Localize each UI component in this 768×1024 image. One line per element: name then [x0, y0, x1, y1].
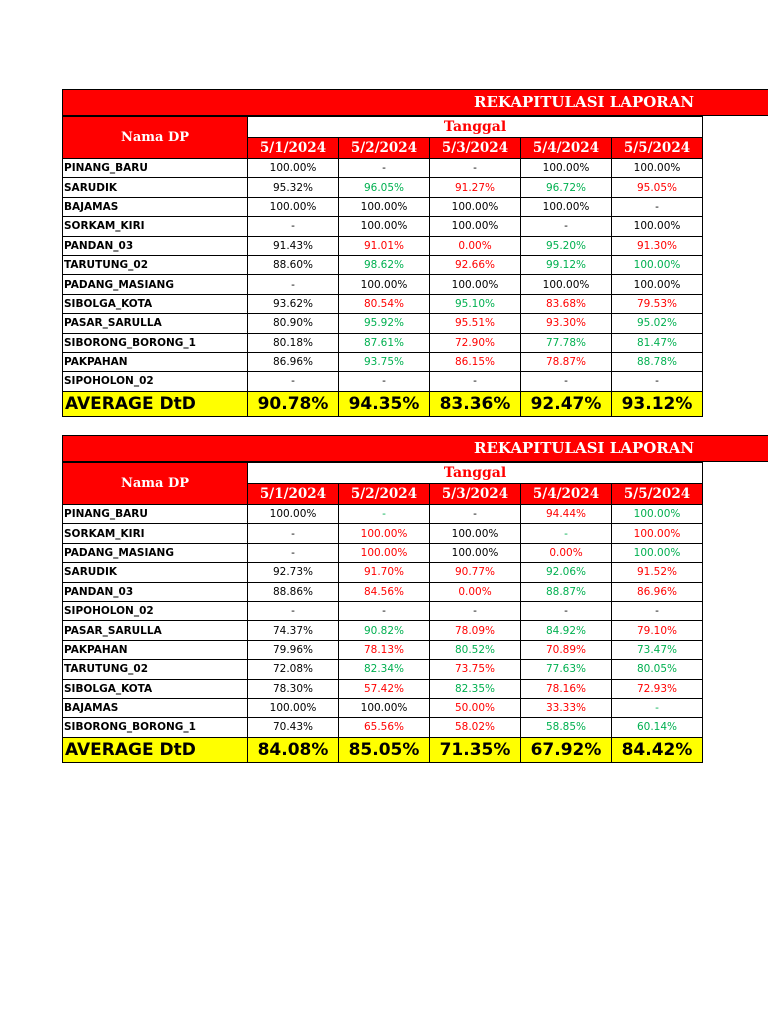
dp-name-cell: PAKPAHAN [63, 640, 248, 659]
percentage-cell: 95.02% [612, 314, 703, 333]
table-row [63, 372, 703, 391]
percentage-cell: 100.00% [612, 255, 703, 274]
dp-name-cell: PANDAN_03 [63, 236, 248, 255]
date-group-header: Tanggal [248, 117, 703, 138]
percentage-cell: - [521, 601, 612, 620]
average-value-cell: 83.36% [430, 391, 521, 416]
percentage-cell: - [612, 698, 703, 717]
percentage-cell: 100.00% [612, 217, 703, 236]
percentage-cell: 72.93% [612, 679, 703, 698]
percentage-cell: 90.77% [430, 563, 521, 582]
percentage-cell: 78.30% [248, 679, 339, 698]
percentage-cell: 50.00% [430, 698, 521, 717]
percentage-cell: 84.92% [521, 621, 612, 640]
percentage-cell: - [521, 372, 612, 391]
dp-name-cell: PADANG_MASIANG [63, 275, 248, 294]
dp-name-cell: TARUTUNG_02 [63, 255, 248, 274]
table-row [63, 621, 703, 640]
percentage-cell: 100.00% [430, 275, 521, 294]
percentage-cell: - [248, 372, 339, 391]
percentage-cell: 83.68% [521, 294, 612, 313]
dp-name-cell: SIBORONG_BORONG_1 [63, 718, 248, 737]
percentage-cell: 100.00% [612, 543, 703, 562]
dp-name-cell: SIPOHOLON_02 [63, 601, 248, 620]
table-row [63, 524, 703, 543]
date-column-header: 5/1/2024 [248, 138, 339, 159]
date-column-header: 5/5/2024 [612, 484, 703, 505]
percentage-cell: 73.75% [430, 660, 521, 679]
percentage-cell: 70.43% [248, 718, 339, 737]
percentage-cell: 0.00% [521, 543, 612, 562]
header-row-group [63, 463, 703, 484]
table-row [63, 582, 703, 601]
percentage-cell: 94.44% [521, 505, 612, 524]
percentage-cell: 91.70% [339, 563, 430, 582]
percentage-cell: 0.00% [430, 582, 521, 601]
percentage-cell: 100.00% [521, 197, 612, 216]
percentage-cell: 0.00% [430, 236, 521, 255]
percentage-cell: 79.96% [248, 640, 339, 659]
percentage-cell: 58.02% [430, 718, 521, 737]
percentage-cell: 58.85% [521, 718, 612, 737]
table-row [63, 718, 703, 737]
table-row [63, 217, 703, 236]
table-row [63, 601, 703, 620]
name-column-header: Nama DP [63, 117, 248, 159]
table-row [63, 314, 703, 333]
percentage-cell: 33.33% [521, 698, 612, 717]
date-column-header: 5/4/2024 [521, 138, 612, 159]
percentage-cell: 80.05% [612, 660, 703, 679]
dp-name-cell: SARUDIK [63, 563, 248, 582]
percentage-cell: 98.62% [339, 255, 430, 274]
dp-name-cell: PASAR_SARULLA [63, 314, 248, 333]
percentage-cell: 57.42% [339, 679, 430, 698]
percentage-cell: - [612, 601, 703, 620]
dp-name-cell: TARUTUNG_02 [63, 660, 248, 679]
percentage-cell: 88.60% [248, 255, 339, 274]
date-column-header: 5/5/2024 [612, 138, 703, 159]
percentage-cell: 91.30% [612, 236, 703, 255]
average-value-cell: 84.42% [612, 737, 703, 762]
average-label: AVERAGE DtD [63, 737, 248, 762]
percentage-cell: 100.00% [248, 197, 339, 216]
percentage-cell: 72.08% [248, 660, 339, 679]
percentage-cell: 100.00% [430, 197, 521, 216]
percentage-cell: - [339, 372, 430, 391]
report-table-1 [62, 89, 768, 417]
percentage-cell: 92.73% [248, 563, 339, 582]
date-column-header: 5/2/2024 [339, 484, 430, 505]
header-row-group [63, 117, 703, 138]
percentage-cell: - [430, 159, 521, 178]
percentage-cell: 60.14% [612, 718, 703, 737]
dp-name-cell: SORKAM_KIRI [63, 524, 248, 543]
average-row [63, 391, 703, 416]
table-row [63, 640, 703, 659]
percentage-cell: 93.30% [521, 314, 612, 333]
percentage-cell: 100.00% [339, 524, 430, 543]
dp-name-cell: BAJAMAS [63, 698, 248, 717]
dp-name-cell: SORKAM_KIRI [63, 217, 248, 236]
percentage-cell: - [612, 372, 703, 391]
report-table-2 [62, 435, 768, 763]
percentage-cell: 96.72% [521, 178, 612, 197]
percentage-cell: - [339, 601, 430, 620]
date-column-header: 5/1/2024 [248, 484, 339, 505]
table-row [63, 255, 703, 274]
percentage-cell: 95.51% [430, 314, 521, 333]
dp-name-cell: SIBOLGA_KOTA [63, 294, 248, 313]
average-value-cell: 71.35% [430, 737, 521, 762]
percentage-cell: 100.00% [339, 197, 430, 216]
percentage-cell: - [430, 372, 521, 391]
percentage-cell: 80.90% [248, 314, 339, 333]
percentage-cell: 93.75% [339, 352, 430, 371]
percentage-cell: - [612, 197, 703, 216]
percentage-cell: 92.06% [521, 563, 612, 582]
dp-name-cell: PINANG_BARU [63, 159, 248, 178]
percentage-cell: 86.96% [612, 582, 703, 601]
percentage-cell: 91.01% [339, 236, 430, 255]
percentage-cell: 80.54% [339, 294, 430, 313]
percentage-cell: 100.00% [248, 698, 339, 717]
dp-name-cell: PAKPAHAN [63, 352, 248, 371]
percentage-cell: 100.00% [339, 217, 430, 236]
percentage-cell: 72.90% [430, 333, 521, 352]
dp-name-cell: SIBORONG_BORONG_1 [63, 333, 248, 352]
average-value-cell: 93.12% [612, 391, 703, 416]
percentage-cell: 84.56% [339, 582, 430, 601]
average-value-cell: 67.92% [521, 737, 612, 762]
percentage-cell: 78.87% [521, 352, 612, 371]
dp-name-cell: SIPOHOLON_02 [63, 372, 248, 391]
report-grid [62, 116, 703, 417]
percentage-cell: 91.52% [612, 563, 703, 582]
table-row [63, 660, 703, 679]
percentage-cell: 70.89% [521, 640, 612, 659]
date-column-header: 5/4/2024 [521, 484, 612, 505]
dp-name-cell: PASAR_SARULLA [63, 621, 248, 640]
percentage-cell: 80.18% [248, 333, 339, 352]
percentage-cell: - [248, 601, 339, 620]
report-title: REKAPITULASI LAPORAN [474, 93, 695, 111]
percentage-cell: 81.47% [612, 333, 703, 352]
average-label: AVERAGE DtD [63, 391, 248, 416]
percentage-cell: - [430, 505, 521, 524]
percentage-cell: 90.82% [339, 621, 430, 640]
percentage-cell: 100.00% [248, 505, 339, 524]
name-column-header: Nama DP [63, 463, 248, 505]
average-value-cell: 90.78% [248, 391, 339, 416]
percentage-cell: 73.47% [612, 640, 703, 659]
date-group-header: Tanggal [248, 463, 703, 484]
percentage-cell: 77.63% [521, 660, 612, 679]
percentage-cell: 78.16% [521, 679, 612, 698]
percentage-cell: 100.00% [612, 159, 703, 178]
percentage-cell: 80.52% [430, 640, 521, 659]
percentage-cell: 78.13% [339, 640, 430, 659]
percentage-cell: 100.00% [521, 275, 612, 294]
dp-name-cell: PANDAN_03 [63, 582, 248, 601]
percentage-cell: 95.10% [430, 294, 521, 313]
average-value-cell: 92.47% [521, 391, 612, 416]
percentage-cell: - [248, 217, 339, 236]
table-row [63, 178, 703, 197]
percentage-cell: 86.15% [430, 352, 521, 371]
percentage-cell: - [521, 217, 612, 236]
percentage-cell: 92.66% [430, 255, 521, 274]
report-title-banner [62, 435, 768, 462]
percentage-cell: 95.32% [248, 178, 339, 197]
table-row [63, 333, 703, 352]
percentage-cell: 96.05% [339, 178, 430, 197]
table-row [63, 698, 703, 717]
percentage-cell: 100.00% [612, 275, 703, 294]
average-value-cell: 94.35% [339, 391, 430, 416]
table-row [63, 294, 703, 313]
percentage-cell: - [248, 524, 339, 543]
percentage-cell: - [430, 601, 521, 620]
percentage-cell: 100.00% [612, 524, 703, 543]
average-row [63, 737, 703, 762]
percentage-cell: 87.61% [339, 333, 430, 352]
dp-name-cell: BAJAMAS [63, 197, 248, 216]
percentage-cell: 79.10% [612, 621, 703, 640]
percentage-cell: 91.43% [248, 236, 339, 255]
percentage-cell: - [248, 543, 339, 562]
percentage-cell: 100.00% [248, 159, 339, 178]
percentage-cell: 88.87% [521, 582, 612, 601]
percentage-cell: 100.00% [339, 275, 430, 294]
percentage-cell: 65.56% [339, 718, 430, 737]
percentage-cell: 99.12% [521, 255, 612, 274]
percentage-cell: 82.35% [430, 679, 521, 698]
percentage-cell: 77.78% [521, 333, 612, 352]
percentage-cell: 100.00% [430, 217, 521, 236]
percentage-cell: 79.53% [612, 294, 703, 313]
dp-name-cell: SIBOLGA_KOTA [63, 679, 248, 698]
report-grid [62, 462, 703, 763]
table-row [63, 197, 703, 216]
dp-name-cell: PADANG_MASIANG [63, 543, 248, 562]
percentage-cell: 78.09% [430, 621, 521, 640]
percentage-cell: 100.00% [339, 698, 430, 717]
table-row [63, 275, 703, 294]
percentage-cell: 100.00% [430, 524, 521, 543]
table-row [63, 543, 703, 562]
date-column-header: 5/3/2024 [430, 138, 521, 159]
percentage-cell: 100.00% [339, 543, 430, 562]
percentage-cell: - [521, 524, 612, 543]
report-title: REKAPITULASI LAPORAN [474, 439, 695, 457]
report-title-banner [62, 89, 768, 116]
table-row [63, 236, 703, 255]
percentage-cell: 93.62% [248, 294, 339, 313]
percentage-cell: 88.86% [248, 582, 339, 601]
percentage-cell: 100.00% [612, 505, 703, 524]
percentage-cell: 82.34% [339, 660, 430, 679]
percentage-cell: 100.00% [521, 159, 612, 178]
table-row [63, 505, 703, 524]
average-value-cell: 84.08% [248, 737, 339, 762]
percentage-cell: - [339, 159, 430, 178]
dp-name-cell: PINANG_BARU [63, 505, 248, 524]
table-row [63, 352, 703, 371]
percentage-cell: 95.20% [521, 236, 612, 255]
table-row [63, 563, 703, 582]
percentage-cell: 86.96% [248, 352, 339, 371]
percentage-cell: - [248, 275, 339, 294]
percentage-cell: 88.78% [612, 352, 703, 371]
percentage-cell: 91.27% [430, 178, 521, 197]
percentage-cell: 74.37% [248, 621, 339, 640]
percentage-cell: 100.00% [430, 543, 521, 562]
table-row [63, 679, 703, 698]
average-value-cell: 85.05% [339, 737, 430, 762]
date-column-header: 5/3/2024 [430, 484, 521, 505]
percentage-cell: 95.92% [339, 314, 430, 333]
percentage-cell: 95.05% [612, 178, 703, 197]
percentage-cell: - [339, 505, 430, 524]
dp-name-cell: SARUDIK [63, 178, 248, 197]
date-column-header: 5/2/2024 [339, 138, 430, 159]
table-row [63, 159, 703, 178]
